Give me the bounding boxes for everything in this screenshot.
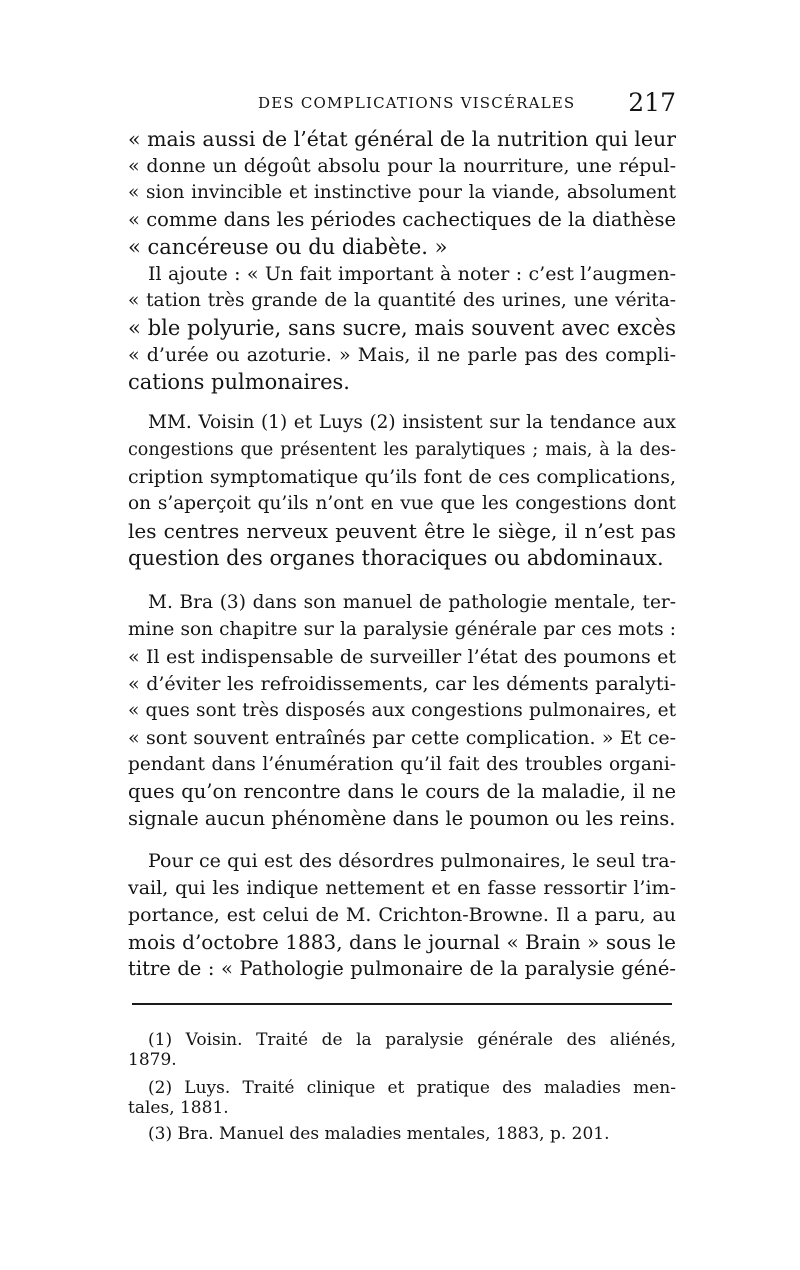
text-line: pendant dans l’énumération qu’il fait des troubles organi- xyxy=(128,754,676,775)
text-line: vail, qui les indique nettement et en fasse ressortir l’im- xyxy=(128,877,676,899)
footnote-line: (3) Bra. Manuel des maladies mentales, 1883, p. 201. xyxy=(148,1124,610,1144)
text-line: cations pulmonaires. xyxy=(128,370,350,394)
text-line: « d’éviter les refroidissements, car les déments paralyti- xyxy=(128,673,676,695)
text-line: « d’urée ou azoturie. » Mais, il ne parle pas des compli- xyxy=(128,344,676,366)
text-line: « ble polyurie, sans sucre, mais souvent avec excès xyxy=(128,316,676,340)
text-line: portance, est celui de M. Crichton-Browne. Il a paru, au xyxy=(128,904,676,926)
text-line: titre de : « Pathologie pulmonaire de la paralysie géné- xyxy=(128,957,676,980)
text-line: « tation très grande de la quantité des urines, une vérita- xyxy=(128,290,676,311)
text-line: congestions que présentent les paralytiques ; mais, à la des- xyxy=(128,440,676,460)
footnote-line: (1) Voisin. Traité de la paralysie générale des aliénés, xyxy=(148,1030,676,1050)
text-line: Il ajoute : « Un fait important à noter : c’est l’augmen- xyxy=(148,263,676,285)
text-line: MM. Voisin (1) et Luys (2) insistent sur la tendance aux xyxy=(148,412,676,433)
running-head xyxy=(128,88,676,120)
text-line: « mais aussi de l’état général de la nutrition qui leur xyxy=(128,127,676,151)
text-line: question des organes thoraciques ou abdominaux. xyxy=(128,546,664,570)
text-line: ques qu’on rencontre dans le cours de la maladie, il ne xyxy=(128,780,676,803)
text-line: on s’aperçoit qu’ils n’ont en vue que les congestions dont xyxy=(128,493,676,514)
text-line: « sion invincible et instinctive pour la viande, absolument xyxy=(128,182,676,203)
text-line: signale aucun phénomène dans le poumon ou les reins. xyxy=(128,807,676,830)
text-line: « donne un dégoût absolu pour la nourriture, une répul- xyxy=(128,155,676,177)
text-line: « sont souvent entraînés par cette complication. » Et ce- xyxy=(128,727,676,749)
text-line: « Il est indispensable de surveiller l’état des poumons et xyxy=(128,646,676,668)
text-line: « ques sont très disposés aux congestions pulmonaires, et xyxy=(128,700,676,721)
text-line: mine son chapitre sur la paralysie générale par ces mots : xyxy=(128,619,676,640)
text-line: mois d’octobre 1883, dans le journal « Brain » sous le xyxy=(128,930,676,954)
text-line: M. Bra (3) dans son manuel de pathologie mentale, ter- xyxy=(148,592,676,613)
footnote-line: tales, 1881. xyxy=(128,1098,229,1118)
page-number: 217 xyxy=(628,88,676,117)
footnote-rule xyxy=(132,1003,672,1005)
text-line: les centres nerveux peuvent être le siège, il n’est pas xyxy=(128,519,676,543)
text-line: « comme dans les périodes cachectiques de la diathèse xyxy=(128,208,676,231)
text-line: cription symptomatique qu’ils font de ces complications, xyxy=(128,466,676,488)
running-title: DES COMPLICATIONS VISCÉRALES xyxy=(258,94,576,112)
text-line: Pour ce qui est des désordres pulmonaires, le seul tra- xyxy=(148,850,676,872)
footnote-line: 1879. xyxy=(128,1050,177,1070)
text-line: « cancéreuse ou du diabète. » xyxy=(128,235,448,259)
footnote-line: (2) Luys. Traité clinique et pratique des maladies men- xyxy=(148,1078,676,1098)
